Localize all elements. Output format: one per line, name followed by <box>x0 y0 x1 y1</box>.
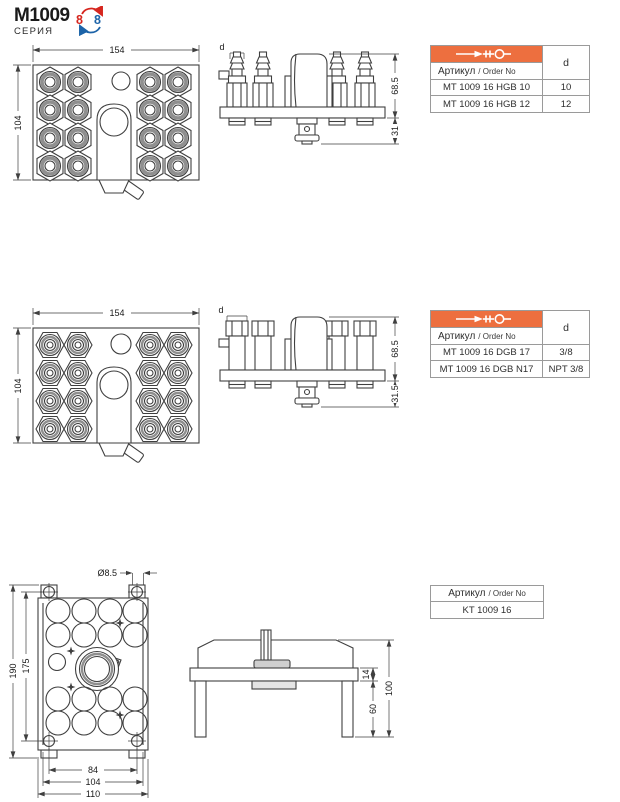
dim-width-inner-label: 104 <box>85 777 101 787</box>
order-no-header <box>431 586 543 602</box>
dim-width-label: 154 <box>109 308 125 318</box>
order-no-cell: MT 1009 16 HGB 12 <box>431 96 543 112</box>
dim-upper-height-label: 68.5 <box>390 340 400 358</box>
dim-leg-height-label: 60 <box>368 703 378 715</box>
hgb-manifold-side-view-drawing <box>205 40 405 158</box>
dim-width-label: 154 <box>109 45 125 55</box>
dim-height-outer-label: 190 <box>8 663 18 679</box>
d-column-header: d <box>543 311 589 345</box>
coupling-icon <box>452 48 522 60</box>
order-header-ru: Артикул <box>438 65 476 77</box>
coupling-icon-cell <box>431 311 543 328</box>
order-no-header <box>431 328 543 345</box>
d-value-cell: 10 <box>543 80 589 96</box>
order-no-cell: KT 1009 16 <box>462 604 512 616</box>
order-header-en: / Order No <box>478 66 516 76</box>
d-value-cell: NPT 3/8 <box>548 363 584 375</box>
d-value-cell: 12 <box>560 98 572 110</box>
dim-upper-height-label: 68.5 <box>390 77 400 95</box>
dgb-manifold-front-view-drawing <box>5 303 210 473</box>
order-no-cell: MT 1009 16 HGB 10 <box>431 80 543 96</box>
mounting-plate-front-view-drawing <box>0 565 170 802</box>
dim-lower-height-label: 31 <box>390 125 400 137</box>
order-header-ru: Артикул <box>438 330 476 342</box>
hgb-order-table <box>430 45 590 113</box>
dgb-order-table <box>430 310 590 378</box>
exchange-8-8-icon <box>72 6 110 36</box>
series-code: M1009 <box>14 5 70 26</box>
series-logo <box>14 6 70 37</box>
right-8-label: 8 <box>94 13 101 27</box>
dim-height-holes-label: 175 <box>21 658 31 674</box>
dim-width-holes-label: 84 <box>87 765 99 775</box>
coupling-icon-cell <box>431 46 543 63</box>
dim-height-label: 104 <box>13 115 23 131</box>
dim-d-label: d <box>219 42 225 52</box>
dim-width-outer-label: 110 <box>85 789 101 799</box>
order-no-cell: MT 1009 16 DGB 17 <box>431 345 543 361</box>
coupling-icon <box>452 313 522 325</box>
dim-height-label: 104 <box>13 378 23 394</box>
hgb-manifold-front-view-drawing <box>5 40 210 210</box>
order-header-ru: Артикул <box>448 588 486 599</box>
kt-order-table <box>430 585 544 619</box>
dim-d-label: d <box>218 305 224 315</box>
d-column-header: d <box>543 46 589 80</box>
order-no-cell: MT 1009 16 DGB N17 <box>431 361 543 377</box>
dgb-manifold-side-view-drawing <box>205 303 405 421</box>
order-header-en: / Order No <box>488 589 526 598</box>
dim-plate-thickness-label: 14 <box>361 669 371 680</box>
order-header-en: / Order No <box>478 331 516 341</box>
dim-lower-height-label: 31.5 <box>390 385 400 403</box>
order-no-header <box>431 63 543 80</box>
mounting-plate-side-view-drawing <box>180 618 400 748</box>
d-value-cell: 3/8 <box>543 345 589 361</box>
dim-hole-dia-label: Ø8.5 <box>97 568 117 578</box>
left-8-label: 8 <box>76 13 83 27</box>
series-label: СЕРИЯ <box>14 26 54 37</box>
dim-total-height-label: 100 <box>384 680 394 697</box>
